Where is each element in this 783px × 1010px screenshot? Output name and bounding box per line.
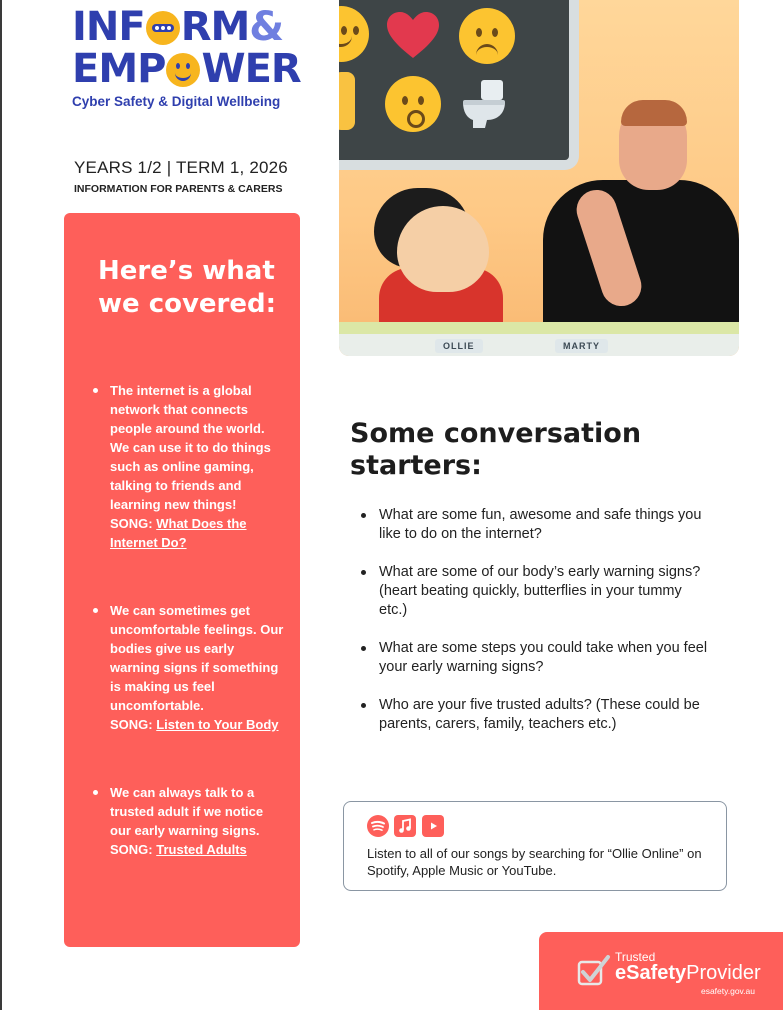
list-item: We can sometimes get uncomfortable feelings. Our bodies give us early warning signs if something is making us feel uncomfortable. SONG: Listen to Your Body xyxy=(90,601,286,734)
covered-title: Here’s what we covered: xyxy=(98,256,277,319)
emoji-board xyxy=(339,0,579,170)
list-item: What are some steps you could take when you feel your early warning signs? xyxy=(360,639,710,677)
song-link-trusted-adults[interactable]: Trusted Adults xyxy=(156,842,247,857)
badge-url: esafety.gov.au xyxy=(700,986,755,996)
years-term: YEARS 1/2 | TERM 1, 2026 xyxy=(74,158,288,177)
audience-label: INFORMATION FOR PARENTS & CARERS xyxy=(74,183,283,195)
covered-list xyxy=(90,381,286,908)
page-left-border xyxy=(0,0,2,1010)
emoji-icon xyxy=(339,6,369,62)
blushing-emoji-icon xyxy=(385,76,441,132)
songs-text: Listen to all of our songs by searching for “Ollie Online” on Spotify, Apple Music or YouTube. xyxy=(367,846,702,878)
esafety-provider-badge xyxy=(539,932,783,1010)
conversation-list xyxy=(360,506,710,753)
song-link-what-does-the-internet-do[interactable]: What Does the Internet Do? xyxy=(110,516,247,550)
conversation-title: Some conversation starters: xyxy=(350,418,642,481)
inform-empower-logo xyxy=(72,6,302,109)
list-item: Who are your five trusted adults? (These could be parents, carers, family, teachers etc.) xyxy=(360,696,710,734)
list-item: What are some of our body’s early warning signs? (heart beating quickly, butterflies in your tummy etc.) xyxy=(360,563,710,620)
song-link-listen-to-your-body[interactable]: Listen to Your Body xyxy=(156,717,279,732)
songs-callout xyxy=(343,801,727,891)
nameplate-marty: MARTY xyxy=(555,339,608,353)
spotify-icon[interactable] xyxy=(367,815,389,837)
logo-line-2: EMP WER xyxy=(72,46,301,92)
logo-subtitle: Cyber Safety & Digital Wellbeing xyxy=(72,94,281,109)
list-item: The internet is a global network that connects people around the world. We can use it to do things such as online gaming, talking to friends and learning new things! SONG: What Does the Internet Do? xyxy=(90,381,286,552)
badge-trusted-label: Trusted xyxy=(615,950,656,964)
hand-icon xyxy=(339,72,355,130)
hero-image xyxy=(339,0,739,356)
smiley-face-icon xyxy=(166,53,200,87)
nameplate-ollie: OLLIE xyxy=(435,339,483,353)
list-item: We can always talk to a trusted adult if we notice our early warning signs. SONG: Trusted Adults xyxy=(90,783,286,859)
speech-bubble-icon xyxy=(146,11,180,45)
presenter-figure xyxy=(543,180,739,330)
badge-brand: eSafetyProvider xyxy=(615,962,761,984)
covered-panel xyxy=(64,213,300,947)
check-icon xyxy=(577,954,611,988)
youtube-icon[interactable] xyxy=(422,815,444,837)
toilet-icon xyxy=(459,78,511,130)
heart-icon xyxy=(387,12,439,60)
apple-music-icon[interactable] xyxy=(394,815,416,837)
crying-emoji-icon xyxy=(459,8,515,64)
list-item: What are some fun, awesome and safe things you like to do on the internet? xyxy=(360,506,710,544)
logo-line-1: INF RM& xyxy=(72,4,284,50)
